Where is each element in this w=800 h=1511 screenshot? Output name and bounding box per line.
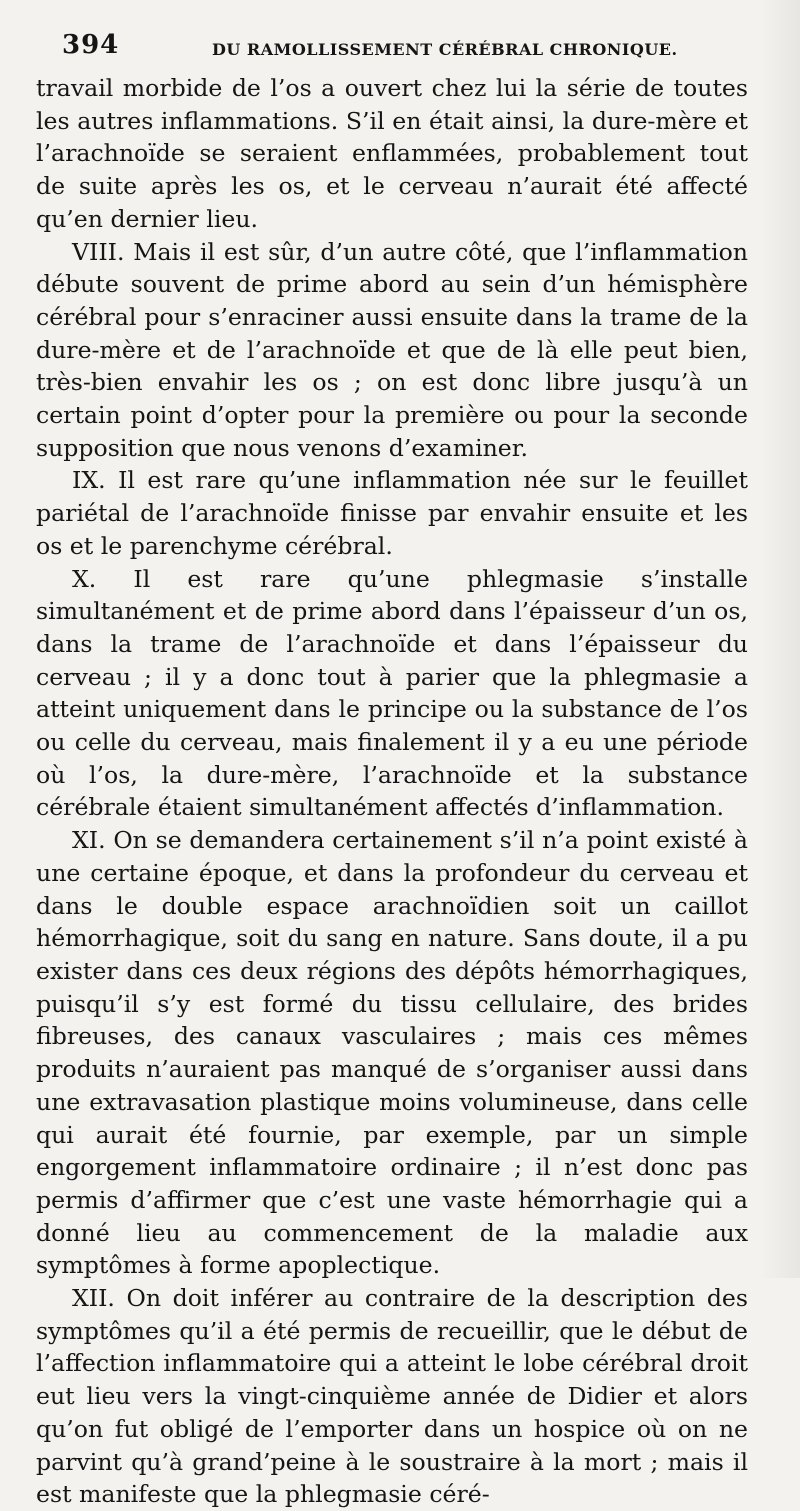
paragraph-continuation: travail morbide de l’os a ouvert chez lui la série de toutes les autres inflammations. S’il en était ainsi, la dure-mère et l’arachnoïde se seraient enflammées, probablement tout de suite après les os, et le cerveau n’aurait été affecté qu’en dernier lieu. xyxy=(36,74,748,233)
paragraph-xi: XI. On se demandera certainement s’il n’a point existé à une certaine époque, et dans la profondeur du cerveau et dans le double espace arachnoïdien soit un caillot hémorrhagique, soit du sang en nature. Sans doute, il a pu exister dans ces deux régions des dépôts hémorrhagiques, puisqu’il s’y est formé du tissu cellulaire, des brides fibreuses, des canaux vasculaires ; mais ces mêmes produits n’auraient pas manqué de s’organiser aussi dans une extravasation plastique moins volumineuse, dans celle qui aurait été fournie, par exemple, par un simple engorgement inflammatoire ordinaire ; il n’est donc pas permis d’affirmer que c’est une vaste hémorrhagie qui a donné lieu au commencement de la maladie aux symptômes à forme apoplectique. xyxy=(36,826,748,1280)
page-header xyxy=(62,30,752,70)
paragraph-viii: VIII. Mais il est sûr, d’un autre côté, que l’inflammation débute souvent de prime abord au sein d’un hémisphère cérébral pour s’enraciner aussi ensuite dans la trame de la dure-mère et de l’arachnoïde et que de là elle peut bien, très-bien envahir les os ; on est donc libre jusqu’à un certain point d’opter pour la première ou pour la seconde supposition que nous venons d’examiner. xyxy=(36,237,748,462)
page-body xyxy=(36,72,748,1511)
paragraph-ix: IX. Il est rare qu’une inflammation née sur le feuillet pariétal de l’arachnoïde finisse par envahir ensuite et les os et le parenchyme cérébral. xyxy=(36,466,748,560)
facing-page-bleed xyxy=(760,0,800,1278)
paragraph-xii: XII. On doit inférer au contraire de la description des symptômes qu’il a été permis de recueillir, que le début de l’affection inflammatoire qui a atteint le lobe cérébral droit eut lieu vers la vingt-cinquième année de Didier et alors qu’on fut obligé de l’emporter dans un hospice où on ne parvint qu’à grand’peine à le soustraire à la mort ; mais il est manifeste que la phlegmasie céré- xyxy=(36,1284,748,1509)
paragraph-x: X. Il est rare qu’une phlegmasie s’installe simultanément et de prime abord dans l’épaisseur d’un os, dans la trame de l’arachnoïde et dans l’épaisseur du cerveau ; il y a donc tout à parier que la phlegmasie a atteint uniquement dans le principe ou la substance de l’os ou celle du cerveau, mais finalement il y a eu une période où l’os, la dure-mère, l’arachnoïde et la substance cérébrale étaient simultanément affectés d’inflammation. xyxy=(36,564,748,822)
page-number: 394 xyxy=(62,30,120,60)
running-title: DU RAMOLLISSEMENT CÉRÉBRAL CHRONIQUE. xyxy=(212,40,678,59)
